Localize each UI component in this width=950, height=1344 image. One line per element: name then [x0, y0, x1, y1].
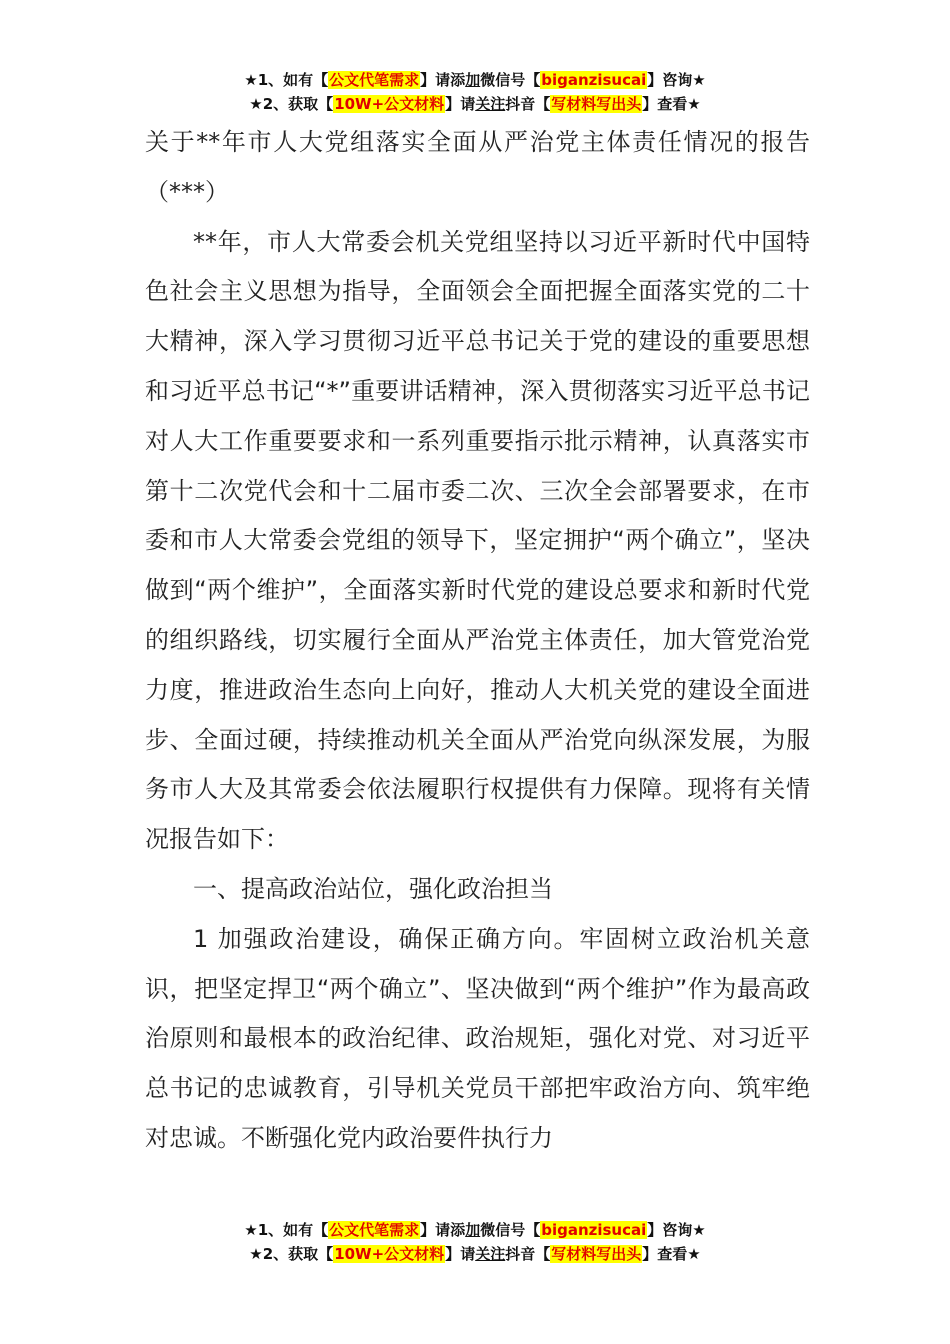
- promo-banner-top: [0, 68, 950, 116]
- star-icon: ★: [249, 1245, 263, 1263]
- highlight-service: 公文代笔需求: [329, 1221, 420, 1239]
- highlight-wechat-id: biganzisucai: [541, 71, 647, 89]
- highlight-wechat-id: biganzisucai: [541, 1221, 647, 1239]
- promo-line-2: ★2、获取【10W+公文材料】请关注抖音【写材料写出头】查看★: [249, 1245, 701, 1263]
- highlight-materials: 10W+公文材料: [334, 1245, 445, 1263]
- document-body: [145, 118, 810, 1164]
- star-icon: ★: [249, 95, 263, 113]
- highlight-douyin-account: 写材料写出头: [551, 1245, 642, 1263]
- highlight-materials: 10W+公文材料: [334, 95, 445, 113]
- document-title: 关于**年市人大党组落实全面从严治党主体责任情况的报告（***）: [145, 128, 810, 206]
- promo-banner-bottom: [0, 1218, 950, 1266]
- section-paragraph: 1 加强政治建设，确保正确方向。牢固树立政治机关意识，把坚定捍卫“两个确立”、坚决做到“两个维护”作为最高政治原则和最根本的政治纪律、政治规矩，强化对党、对习近平总书记的忠诚教育，引导机关党员干部把牢政治方向、筑牢绝对忠诚。不断强化党内政治要件执行力: [145, 924, 810, 1152]
- promo-line-1: ★1、如有【公文代笔需求】请添加微信号【biganzisucai】咨询★: [244, 1221, 706, 1239]
- highlight-douyin-account: 写材料写出头: [551, 95, 642, 113]
- section-heading: 一、提高政治站位，强化政治担当: [193, 874, 553, 903]
- promo-line-1: ★1、如有【公文代笔需求】请添加微信号【biganzisucai】咨询★: [244, 71, 706, 89]
- intro-paragraph: **年，市人大常委会机关党组坚持以习近平新时代中国特色社会主义思想为指导，全面领会全面把握全面落实党的二十大精神，深入学习贯彻习近平总书记关于党的建设的重要思想和习近平总书记“*”重要讲话精神，深入贯彻落实习近平总书记对人大工作重要要求和一系列重要指示批示精神，认真落实市第十二次党代会和十二届市委二次、三次全会部署要求，在市委和市人大常委会党组的领导下，坚定拥护“两个确立”，坚决做到“两个维护”，全面落实新时代党的建设总要求和新时代党的组织路线，切实履行全面从严治党主体责任，加大管党治党力度，推进政治生态向上向好，推动人大机关党的建设全面进步、全面过硬，持续推动机关全面从严治党向纵深发展，为服务市人大及其常委会依法履职行权提供有力保障。现将有关情况报告如下：: [145, 227, 810, 854]
- star-icon: ★: [244, 71, 258, 89]
- star-icon: ★: [244, 1221, 258, 1239]
- highlight-service: 公文代笔需求: [329, 71, 420, 89]
- promo-line-2: ★2、获取【10W+公文材料】请关注抖音【写材料写出头】查看★: [249, 95, 701, 113]
